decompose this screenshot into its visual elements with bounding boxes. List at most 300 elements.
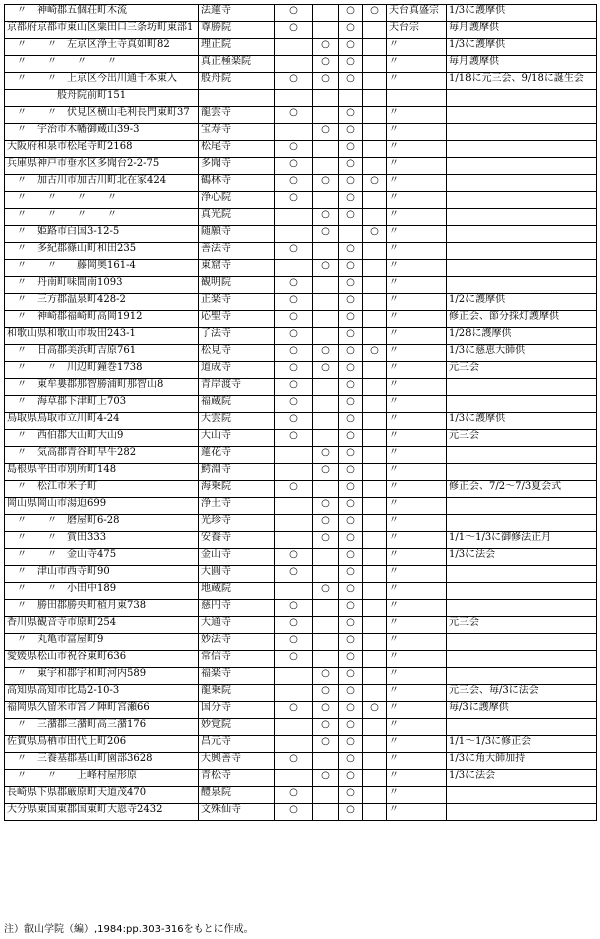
mark-col4-cell	[363, 90, 387, 107]
temple-table	[4, 4, 597, 821]
mark-col3-cell: ○	[339, 753, 363, 770]
mark-col2-cell	[313, 192, 339, 209]
temple-name-cell: 了法寺	[199, 328, 275, 345]
address-cell: 〃 〃 磨屋町6-28	[5, 515, 199, 532]
table-row	[5, 787, 597, 804]
sect-cell: 〃	[387, 651, 447, 668]
mark-col1-cell	[275, 56, 313, 73]
temple-name-cell: 龍雲寺	[199, 107, 275, 124]
mark-col3-cell: ○	[339, 787, 363, 804]
mark-col3-cell: ○	[339, 345, 363, 362]
mark-col1-cell: ○	[275, 566, 313, 583]
mark-col2-cell	[313, 549, 339, 566]
sect-cell: 〃	[387, 770, 447, 787]
sect-cell: 〃	[387, 379, 447, 396]
mark-col3-cell: ○	[339, 770, 363, 787]
event-cell	[447, 651, 597, 668]
table-row	[5, 158, 597, 175]
mark-col2-cell	[313, 328, 339, 345]
address-cell: 〃 丸亀市富屋町9	[5, 634, 199, 651]
mark-col3-cell: ○	[339, 22, 363, 39]
address-cell: 香川県観音寺市原町254	[5, 617, 199, 634]
mark-col2-cell: ○	[313, 56, 339, 73]
mark-col1-cell	[275, 685, 313, 702]
temple-name-cell: 松見寺	[199, 345, 275, 362]
mark-col2-cell	[313, 277, 339, 294]
address-cell: 岡山県岡山市湯迫699	[5, 498, 199, 515]
mark-col4-cell	[363, 39, 387, 56]
mark-col2-cell: ○	[313, 345, 339, 362]
temple-name-cell: 金山寺	[199, 549, 275, 566]
event-cell	[447, 498, 597, 515]
event-cell	[447, 277, 597, 294]
mark-col1-cell: ○	[275, 5, 313, 22]
temple-name-cell: 真正極楽院	[199, 56, 275, 73]
mark-col2-cell	[313, 243, 339, 260]
mark-col2-cell	[313, 651, 339, 668]
address-cell: 〃 神崎郡福崎町高岡1912	[5, 311, 199, 328]
mark-col2-cell: ○	[313, 583, 339, 600]
sect-cell: 〃	[387, 243, 447, 260]
mark-col2-cell	[313, 107, 339, 124]
address-cell: 〃 気高郡青谷町早牛282	[5, 447, 199, 464]
temple-name-cell: 尊勝院	[199, 22, 275, 39]
sect-cell: 〃	[387, 311, 447, 328]
address-cell: 鳥取県鳥取市立川町4-24	[5, 413, 199, 430]
event-cell	[447, 583, 597, 600]
temple-name-cell: 海乗院	[199, 481, 275, 498]
mark-col3-cell: ○	[339, 498, 363, 515]
mark-col4-cell	[363, 515, 387, 532]
table-row	[5, 175, 597, 192]
mark-col1-cell	[275, 719, 313, 736]
table-row	[5, 277, 597, 294]
event-cell: 1/3に護摩供	[447, 5, 597, 22]
address-cell: 〃 〃 伏見区横山毛利長門東町37	[5, 107, 199, 124]
mark-col3-cell: ○	[339, 243, 363, 260]
mark-col3-cell: ○	[339, 260, 363, 277]
mark-col4-cell	[363, 430, 387, 447]
sect-cell: 〃	[387, 192, 447, 209]
mark-col4-cell	[363, 549, 387, 566]
table-row	[5, 685, 597, 702]
mark-col4-cell	[363, 328, 387, 345]
mark-col2-cell: ○	[313, 498, 339, 515]
event-cell	[447, 192, 597, 209]
mark-col4-cell	[363, 277, 387, 294]
sect-cell: 〃	[387, 413, 447, 430]
address-cell: 島根県平田市別所町148	[5, 464, 199, 481]
table-row	[5, 447, 597, 464]
mark-col2-cell: ○	[313, 702, 339, 719]
event-cell	[447, 515, 597, 532]
mark-col4-cell	[363, 192, 387, 209]
address-cell: 大阪府和泉市松尾寺町2168	[5, 141, 199, 158]
address-cell: 佐賀県鳥栖市田代上町206	[5, 736, 199, 753]
event-cell: 毎月護摩供	[447, 22, 597, 39]
mark-col2-cell	[313, 787, 339, 804]
sect-cell: 〃	[387, 73, 447, 90]
event-cell	[447, 243, 597, 260]
table-row	[5, 600, 597, 617]
event-cell	[447, 107, 597, 124]
sect-cell: 〃	[387, 668, 447, 685]
address-cell: 〃 松江市米子町	[5, 481, 199, 498]
mark-col4-cell	[363, 22, 387, 39]
table-row	[5, 90, 597, 107]
table-row	[5, 328, 597, 345]
event-cell: 1/1～1/3に修正会	[447, 736, 597, 753]
mark-col2-cell: ○	[313, 447, 339, 464]
table-row	[5, 107, 597, 124]
event-cell: 修正会、節分採灯護摩供	[447, 311, 597, 328]
mark-col4-cell	[363, 498, 387, 515]
temple-name-cell: 妙法寺	[199, 634, 275, 651]
mark-col2-cell	[313, 617, 339, 634]
mark-col4-cell	[363, 566, 387, 583]
address-cell: 〃 〃 〃 〃	[5, 209, 199, 226]
sect-cell: 〃	[387, 753, 447, 770]
sect-cell: 〃	[387, 566, 447, 583]
mark-col3-cell: ○	[339, 430, 363, 447]
table-row	[5, 430, 597, 447]
temple-name-cell: 般舟院	[199, 73, 275, 90]
event-cell	[447, 634, 597, 651]
mark-col4-cell: ○	[363, 345, 387, 362]
table-row	[5, 209, 597, 226]
mark-col1-cell: ○	[275, 141, 313, 158]
temple-name-cell: 浄土寺	[199, 498, 275, 515]
mark-col1-cell: ○	[275, 396, 313, 413]
mark-col4-cell	[363, 583, 387, 600]
table-row	[5, 804, 597, 821]
address-cell: 〃 〃 藤岡奥161-4	[5, 260, 199, 277]
mark-col1-cell	[275, 464, 313, 481]
address-cell: 〃 三方郡温泉町428-2	[5, 294, 199, 311]
mark-col4-cell	[363, 209, 387, 226]
table-row	[5, 345, 597, 362]
mark-col4-cell	[363, 294, 387, 311]
mark-col4-cell	[363, 787, 387, 804]
mark-col3-cell: ○	[339, 685, 363, 702]
table-row	[5, 39, 597, 56]
temple-name-cell: 観明院	[199, 277, 275, 294]
mark-col2-cell	[313, 90, 339, 107]
sect-cell: 〃	[387, 634, 447, 651]
event-cell	[447, 787, 597, 804]
temple-name-cell: 福楽寺	[199, 668, 275, 685]
table-row	[5, 668, 597, 685]
mark-col1-cell: ○	[275, 73, 313, 90]
mark-col1-cell	[275, 90, 313, 107]
event-cell	[447, 668, 597, 685]
mark-col1-cell: ○	[275, 22, 313, 39]
mark-col4-cell	[363, 447, 387, 464]
temple-name-cell: 青岸渡寺	[199, 379, 275, 396]
event-cell: 1/3に法会	[447, 549, 597, 566]
mark-col2-cell	[313, 481, 339, 498]
address-cell: 兵庫県神戸市垂水区多聞台2-2-75	[5, 158, 199, 175]
temple-name-cell: 大圓寺	[199, 566, 275, 583]
mark-col4-cell: ○	[363, 175, 387, 192]
table-row	[5, 396, 597, 413]
mark-col1-cell	[275, 770, 313, 787]
address-cell: 〃 〃 川辺町鐘巻1738	[5, 362, 199, 379]
mark-col4-cell	[363, 379, 387, 396]
sect-cell: 〃	[387, 345, 447, 362]
mark-col3-cell: ○	[339, 515, 363, 532]
mark-col2-cell	[313, 430, 339, 447]
temple-name-cell: 宝寿寺	[199, 124, 275, 141]
mark-col4-cell	[363, 107, 387, 124]
event-cell	[447, 804, 597, 821]
temple-name-cell: 光珍寺	[199, 515, 275, 532]
event-cell: 1/3に慈恵大師供	[447, 345, 597, 362]
temple-name-cell: 理正院	[199, 39, 275, 56]
mark-col3-cell	[339, 226, 363, 243]
address-cell: 〃 丹南町味間南1093	[5, 277, 199, 294]
event-cell	[447, 158, 597, 175]
mark-col2-cell: ○	[313, 532, 339, 549]
address-cell: 〃 〃 小田中189	[5, 583, 199, 600]
mark-col1-cell: ○	[275, 362, 313, 379]
sect-cell: 天台宗	[387, 22, 447, 39]
mark-col4-cell	[363, 260, 387, 277]
temple-name-cell: 松尾寺	[199, 141, 275, 158]
temple-name-cell	[199, 90, 275, 107]
temple-name-cell: 多聞寺	[199, 158, 275, 175]
mark-col1-cell: ○	[275, 277, 313, 294]
address-cell: 和歌山県和歌山市坂田243-1	[5, 328, 199, 345]
temple-name-cell: 蓮花寺	[199, 447, 275, 464]
event-cell	[447, 447, 597, 464]
event-cell: 1/18に元三会、9/18に誕生会	[447, 73, 597, 90]
table-row	[5, 736, 597, 753]
mark-col4-cell	[363, 141, 387, 158]
mark-col2-cell: ○	[313, 209, 339, 226]
mark-col3-cell: ○	[339, 56, 363, 73]
mark-col2-cell: ○	[313, 73, 339, 90]
mark-col2-cell: ○	[313, 770, 339, 787]
temple-name-cell: 正楽寺	[199, 294, 275, 311]
event-cell	[447, 719, 597, 736]
address-cell: 〃 神崎郡五個荘町木流	[5, 5, 199, 22]
mark-col4-cell	[363, 804, 387, 821]
mark-col1-cell	[275, 498, 313, 515]
mark-col3-cell: ○	[339, 617, 363, 634]
mark-col4-cell	[363, 243, 387, 260]
sect-cell: 〃	[387, 124, 447, 141]
mark-col1-cell: ○	[275, 430, 313, 447]
mark-col3-cell: ○	[339, 668, 363, 685]
table-row	[5, 719, 597, 736]
mark-col2-cell: ○	[313, 719, 339, 736]
sect-cell: 〃	[387, 719, 447, 736]
event-cell	[447, 566, 597, 583]
mark-col1-cell: ○	[275, 294, 313, 311]
mark-col3-cell: ○	[339, 549, 363, 566]
mark-col4-cell	[363, 464, 387, 481]
address-cell: 〃 津山市西寺町90	[5, 566, 199, 583]
table-row	[5, 124, 597, 141]
mark-col3-cell: ○	[339, 481, 363, 498]
mark-col4-cell	[363, 719, 387, 736]
mark-col2-cell	[313, 158, 339, 175]
mark-col4-cell	[363, 736, 387, 753]
temple-name-cell: 慈円寺	[199, 600, 275, 617]
table-row	[5, 549, 597, 566]
mark-col1-cell: ○	[275, 192, 313, 209]
event-cell	[447, 124, 597, 141]
mark-col3-cell: ○	[339, 175, 363, 192]
mark-col1-cell	[275, 260, 313, 277]
mark-col3-cell: ○	[339, 5, 363, 22]
mark-col4-cell	[363, 124, 387, 141]
table-row	[5, 73, 597, 90]
mark-col3-cell: ○	[339, 192, 363, 209]
event-cell: 1/3に護摩供	[447, 39, 597, 56]
table-row	[5, 56, 597, 73]
event-cell	[447, 175, 597, 192]
mark-col2-cell: ○	[313, 464, 339, 481]
mark-col2-cell	[313, 634, 339, 651]
sect-cell	[387, 90, 447, 107]
sect-cell: 〃	[387, 39, 447, 56]
temple-name-cell: 大山寺	[199, 430, 275, 447]
event-cell: 1/1～1/3に御修法正月	[447, 532, 597, 549]
temple-name-cell: 鰐淵寺	[199, 464, 275, 481]
mark-col3-cell: ○	[339, 73, 363, 90]
address-cell: 〃 海草郡下津町上703	[5, 396, 199, 413]
mark-col1-cell: ○	[275, 413, 313, 430]
temple-name-cell: 浄心院	[199, 192, 275, 209]
mark-col3-cell: ○	[339, 158, 363, 175]
temple-name-cell: 青松寺	[199, 770, 275, 787]
address-cell: 大分県東国東郡国東町大恩寺2432	[5, 804, 199, 821]
temple-name-cell: 地蔵院	[199, 583, 275, 600]
mark-col3-cell: ○	[339, 651, 363, 668]
address-cell: 高知県高知市比島2-10-3	[5, 685, 199, 702]
sect-cell: 〃	[387, 141, 447, 158]
footnote: 注）叡山学院（編）,1984:pp.303-316をもとに作成。	[4, 924, 254, 935]
mark-col4-cell	[363, 668, 387, 685]
mark-col2-cell	[313, 600, 339, 617]
mark-col1-cell	[275, 668, 313, 685]
event-cell	[447, 90, 597, 107]
event-cell: 元三会、毎/3に法会	[447, 685, 597, 702]
mark-col4-cell: ○	[363, 5, 387, 22]
mark-col2-cell	[313, 5, 339, 22]
table-row	[5, 753, 597, 770]
mark-col1-cell: ○	[275, 175, 313, 192]
temple-name-cell: 法蓮寺	[199, 5, 275, 22]
mark-col4-cell	[363, 158, 387, 175]
sect-cell: 〃	[387, 328, 447, 345]
mark-col1-cell: ○	[275, 328, 313, 345]
address-cell: 〃 東宇和郡宇和町河内589	[5, 668, 199, 685]
table-row	[5, 243, 597, 260]
mark-col3-cell: ○	[339, 566, 363, 583]
mark-col1-cell: ○	[275, 600, 313, 617]
sect-cell: 〃	[387, 175, 447, 192]
mark-col1-cell: ○	[275, 549, 313, 566]
address-cell: 〃 〃 左京区浄土寺真如町82	[5, 39, 199, 56]
event-cell: 1/3に護摩供	[447, 413, 597, 430]
sect-cell: 〃	[387, 787, 447, 804]
mark-col1-cell	[275, 39, 313, 56]
sect-cell: 〃	[387, 226, 447, 243]
table-row	[5, 362, 597, 379]
event-cell: 毎/3に護摩供	[447, 702, 597, 719]
address-cell: 般舟院前町151	[5, 90, 199, 107]
temple-name-cell: 随願寺	[199, 226, 275, 243]
mark-col3-cell: ○	[339, 141, 363, 158]
sect-cell: 〃	[387, 481, 447, 498]
temple-name-cell: 東窟寺	[199, 260, 275, 277]
address-cell: 〃 〃 〃 〃	[5, 56, 199, 73]
event-cell: 修正会、7/2～7/3夏会式	[447, 481, 597, 498]
mark-col1-cell: ○	[275, 787, 313, 804]
event-cell	[447, 600, 597, 617]
temple-name-cell: 龍乗院	[199, 685, 275, 702]
sect-cell: 〃	[387, 209, 447, 226]
mark-col1-cell: ○	[275, 379, 313, 396]
table-row	[5, 617, 597, 634]
mark-col1-cell: ○	[275, 481, 313, 498]
table-row	[5, 379, 597, 396]
event-cell: 1/3に法会	[447, 770, 597, 787]
address-cell: 京都府京都市東山区粟田口三条坊町東部1	[5, 22, 199, 39]
mark-col3-cell: ○	[339, 736, 363, 753]
mark-col3-cell: ○	[339, 532, 363, 549]
table-row	[5, 532, 597, 549]
table-row	[5, 702, 597, 719]
mark-col3-cell: ○	[339, 719, 363, 736]
mark-col1-cell	[275, 736, 313, 753]
address-cell: 福岡県久留米市宮ノ陣町宮瀬66	[5, 702, 199, 719]
mark-col4-cell	[363, 634, 387, 651]
address-cell: 〃 〃 上京区今出川通千本東入	[5, 73, 199, 90]
sect-cell: 〃	[387, 532, 447, 549]
address-cell: 〃 加古川市加古川町北在家424	[5, 175, 199, 192]
mark-col2-cell	[313, 379, 339, 396]
mark-col1-cell: ○	[275, 345, 313, 362]
sect-cell: 〃	[387, 804, 447, 821]
mark-col2-cell: ○	[313, 39, 339, 56]
table-row	[5, 311, 597, 328]
temple-name-cell: 応聖寺	[199, 311, 275, 328]
mark-col4-cell	[363, 56, 387, 73]
mark-col3-cell: ○	[339, 39, 363, 56]
mark-col2-cell: ○	[313, 668, 339, 685]
mark-col2-cell	[313, 566, 339, 583]
mark-col3-cell: ○	[339, 702, 363, 719]
table-row	[5, 515, 597, 532]
event-cell	[447, 209, 597, 226]
mark-col1-cell	[275, 226, 313, 243]
mark-col2-cell	[313, 294, 339, 311]
mark-col3-cell: ○	[339, 464, 363, 481]
mark-col4-cell	[363, 532, 387, 549]
address-cell: 愛媛県松山市祝谷東町636	[5, 651, 199, 668]
event-cell	[447, 141, 597, 158]
mark-col1-cell: ○	[275, 702, 313, 719]
mark-col4-cell	[363, 685, 387, 702]
mark-col4-cell	[363, 362, 387, 379]
address-cell: 〃 西伯郡大山町大山9	[5, 430, 199, 447]
mark-col1-cell: ○	[275, 311, 313, 328]
mark-col3-cell: ○	[339, 311, 363, 328]
